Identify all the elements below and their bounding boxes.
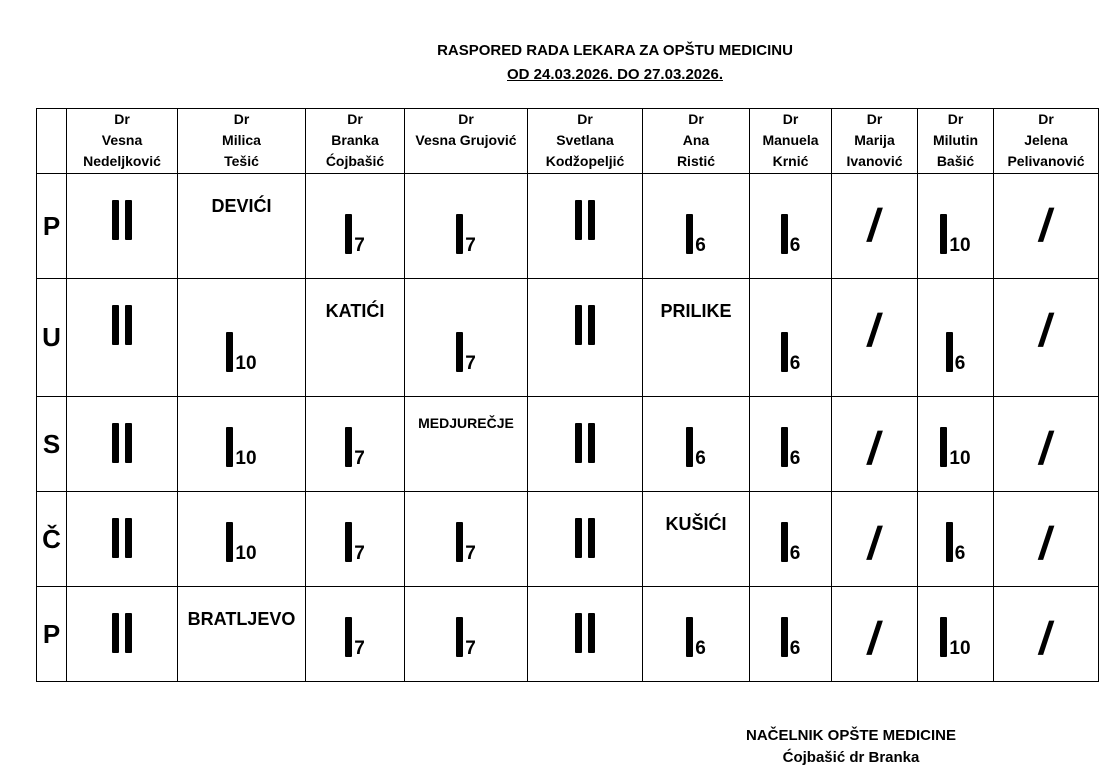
schedule-cell: [994, 174, 1099, 279]
bar-mark: [112, 423, 119, 463]
schedule-cell: [750, 492, 832, 587]
schedule-cell: [643, 174, 750, 279]
schedule-cell: [643, 492, 750, 587]
off-mark: /: [864, 612, 885, 664]
bar-mark: [456, 332, 463, 372]
schedule-cell: [918, 397, 994, 492]
second-shift-mark: [67, 613, 177, 653]
shift-hours: 10: [949, 638, 971, 659]
shift-hours: 7: [465, 235, 476, 256]
shift-hours: 6: [789, 235, 801, 256]
bar-mark: [345, 214, 352, 254]
second-shift-mark: [528, 200, 642, 240]
shift-hours: 6: [695, 638, 706, 659]
first-shift-mark: [643, 427, 749, 467]
shift-hours: 7: [354, 235, 365, 256]
day-label: Č: [37, 492, 67, 587]
bar-mark: [345, 427, 352, 467]
shift-hours: 7: [465, 353, 476, 374]
day-row: [37, 397, 1099, 492]
schedule-cell: [994, 492, 1099, 587]
schedule-cell: [67, 279, 178, 397]
schedule-cell: [643, 279, 750, 397]
first-shift-mark: [750, 427, 831, 467]
first-shift-mark: [405, 617, 527, 657]
schedule-cell: [994, 279, 1099, 397]
bar-mark: [781, 427, 788, 467]
doctor-header: Dr Milutin Bašić: [918, 109, 994, 174]
schedule-cell: [405, 587, 528, 682]
schedule-cell: [528, 587, 643, 682]
schedule-cell: [750, 587, 832, 682]
schedule-cell: [918, 587, 994, 682]
schedule-cell: [67, 587, 178, 682]
bar-mark: [781, 522, 788, 562]
schedule-cell: [405, 279, 528, 397]
shift-hours: 10: [949, 448, 971, 469]
schedule-cell: [918, 279, 994, 397]
bar-mark: [588, 200, 595, 240]
first-shift-mark: [918, 617, 993, 657]
day-row: [37, 492, 1099, 587]
footer-name: Ćojbašić dr Branka: [782, 749, 920, 766]
first-shift-mark: [178, 332, 305, 372]
bar-mark: [575, 200, 582, 240]
bar-mark: [575, 305, 582, 345]
bar-mark: [112, 200, 119, 240]
field-location: MEDJUREČJE: [418, 415, 514, 431]
field-location: KUŠIĆI: [665, 514, 727, 534]
day-label: U: [37, 279, 67, 397]
schedule-cell: [918, 174, 994, 279]
header-row: [37, 109, 1099, 174]
schedule-cell: [306, 279, 405, 397]
schedule-cell: [306, 174, 405, 279]
bar-mark: [112, 613, 119, 653]
first-shift-mark: [918, 522, 993, 562]
bar-mark: [588, 518, 595, 558]
first-shift-mark: [178, 427, 305, 467]
second-shift-mark: [67, 200, 177, 240]
schedule-cell: [528, 397, 643, 492]
bar-mark: [226, 332, 233, 372]
schedule-cell: [67, 492, 178, 587]
first-shift-mark: [306, 617, 404, 657]
first-shift-mark: [306, 427, 404, 467]
shift-hours: 6: [789, 353, 801, 374]
bar-mark: [588, 613, 595, 653]
shift-hours: 6: [789, 543, 801, 564]
doctor-header: Dr Branka Ćojbašić: [306, 109, 405, 174]
schedule-cell: [306, 492, 405, 587]
doctor-header: Dr Milica Tešić: [178, 109, 306, 174]
second-shift-mark: [67, 423, 177, 463]
off-mark: /: [1035, 612, 1057, 664]
shift-hours: 6: [789, 638, 801, 659]
off-mark: /: [864, 304, 885, 356]
day-row: [37, 587, 1099, 682]
second-shift-mark: [528, 518, 642, 558]
schedule-cell: [67, 174, 178, 279]
bar-mark: [946, 522, 953, 562]
field-location: DEVIĆI: [211, 196, 272, 216]
schedule-cell: [832, 174, 918, 279]
day-row: [37, 279, 1099, 397]
bar-mark: [125, 200, 132, 240]
first-shift-mark: [643, 214, 749, 254]
schedule-cell: [528, 492, 643, 587]
first-shift-mark: [918, 427, 993, 467]
schedule-cell: [178, 492, 306, 587]
schedule-cell: [306, 587, 405, 682]
shift-hours: 7: [354, 448, 365, 469]
bar-mark: [456, 617, 463, 657]
shift-hours: 10: [235, 543, 257, 564]
day-row: [37, 174, 1099, 279]
schedule-cell: [178, 587, 306, 682]
off-mark: /: [864, 517, 885, 569]
schedule-cell: [528, 174, 643, 279]
first-shift-mark: [405, 214, 527, 254]
first-shift-mark: [750, 522, 831, 562]
first-shift-mark: [306, 522, 404, 562]
bar-mark: [456, 214, 463, 254]
schedule-cell: [832, 587, 918, 682]
day-label: P: [37, 174, 67, 279]
schedule-cell: [750, 397, 832, 492]
field-location: KATIĆI: [325, 301, 385, 321]
bar-mark: [781, 332, 788, 372]
schedule-cell: [918, 492, 994, 587]
first-shift-mark: [750, 332, 831, 372]
day-label: S: [37, 397, 67, 492]
bar-mark: [781, 617, 788, 657]
shift-hours: 7: [354, 543, 365, 564]
schedule-cell: [178, 279, 306, 397]
first-shift-mark: [750, 617, 831, 657]
schedule-cell: [994, 587, 1099, 682]
schedule-cell: [643, 397, 750, 492]
bar-mark: [112, 518, 119, 558]
schedule-table: [36, 108, 1099, 682]
shift-hours: 6: [954, 353, 966, 374]
off-mark: /: [1035, 422, 1057, 474]
first-shift-mark: [405, 522, 527, 562]
shift-hours: 7: [354, 638, 365, 659]
bar-mark: [940, 427, 947, 467]
second-shift-mark: [528, 305, 642, 345]
schedule-cell: [405, 174, 528, 279]
doctor-header: Dr Manuela Krnić: [750, 109, 832, 174]
shift-hours: 7: [465, 543, 476, 564]
shift-hours: 6: [954, 543, 966, 564]
shift-hours: 10: [949, 235, 971, 256]
schedule-cell: [750, 174, 832, 279]
shift-hours: 10: [235, 448, 257, 469]
schedule-cell: [832, 397, 918, 492]
schedule-cell: [643, 587, 750, 682]
corner-cell: [37, 109, 67, 174]
off-mark: /: [1035, 199, 1057, 251]
bar-mark: [345, 522, 352, 562]
schedule-cell: [178, 397, 306, 492]
schedule-cell: [306, 397, 405, 492]
bar-mark: [125, 518, 132, 558]
schedule-cell: [178, 174, 306, 279]
bar-mark: [226, 427, 233, 467]
bar-mark: [125, 613, 132, 653]
bar-mark: [112, 305, 119, 345]
day-label: P: [37, 587, 67, 682]
second-shift-mark: [528, 613, 642, 653]
doctor-header: Dr Vesna Grujović: [405, 109, 528, 174]
second-shift-mark: [67, 305, 177, 345]
shift-hours: 10: [235, 353, 257, 374]
shift-hours: 7: [465, 638, 476, 659]
schedule-title: RASPORED RADA LEKARA ZA OPŠTU MEDICINU: [437, 42, 793, 59]
schedule-cell: [405, 397, 528, 492]
schedule-cell: [832, 279, 918, 397]
first-shift-mark: [918, 332, 993, 372]
schedule-cell: [67, 397, 178, 492]
first-shift-mark: [750, 214, 831, 254]
bar-mark: [588, 305, 595, 345]
schedule-period: OD 24.03.2026. DO 27.03.2026.: [507, 66, 723, 83]
second-shift-mark: [528, 423, 642, 463]
schedule-cell: [405, 492, 528, 587]
bar-mark: [686, 427, 693, 467]
schedule-cell: [750, 279, 832, 397]
bar-mark: [940, 214, 947, 254]
off-mark: /: [864, 199, 885, 251]
schedule-cell: [994, 397, 1099, 492]
bar-mark: [575, 613, 582, 653]
first-shift-mark: [918, 214, 993, 254]
first-shift-mark: [405, 332, 527, 372]
doctor-header: Dr Marija Ivanović: [832, 109, 918, 174]
second-shift-mark: [67, 518, 177, 558]
schedule-cell: [832, 492, 918, 587]
doctor-header: Dr Jelena Pelivanović: [994, 109, 1099, 174]
first-shift-mark: [306, 214, 404, 254]
bar-mark: [125, 305, 132, 345]
bar-mark: [781, 214, 788, 254]
bar-mark: [575, 423, 582, 463]
first-shift-mark: [643, 617, 749, 657]
doctor-header: Dr Vesna Nedeljković: [67, 109, 178, 174]
shift-hours: 6: [695, 235, 706, 256]
schedule-cell: [528, 279, 643, 397]
first-shift-mark: [178, 522, 305, 562]
off-mark: /: [864, 422, 885, 474]
bar-mark: [575, 518, 582, 558]
off-mark: /: [1035, 517, 1057, 569]
bar-mark: [940, 617, 947, 657]
bar-mark: [226, 522, 233, 562]
doctor-header: Dr Svetlana Kodžopeljić: [528, 109, 643, 174]
doctor-header: Dr Ana Ristić: [643, 109, 750, 174]
bar-mark: [125, 423, 132, 463]
footer-role: NAČELNIK OPŠTE MEDICINE: [745, 727, 956, 744]
bar-mark: [588, 423, 595, 463]
bar-mark: [686, 617, 693, 657]
bar-mark: [345, 617, 352, 657]
field-location: BRATLJEVO: [187, 609, 296, 629]
bar-mark: [456, 522, 463, 562]
field-location: PRILIKE: [660, 301, 732, 321]
shift-hours: 6: [695, 448, 706, 469]
off-mark: /: [1035, 304, 1057, 356]
bar-mark: [686, 214, 693, 254]
shift-hours: 6: [789, 448, 801, 469]
bar-mark: [946, 332, 953, 372]
